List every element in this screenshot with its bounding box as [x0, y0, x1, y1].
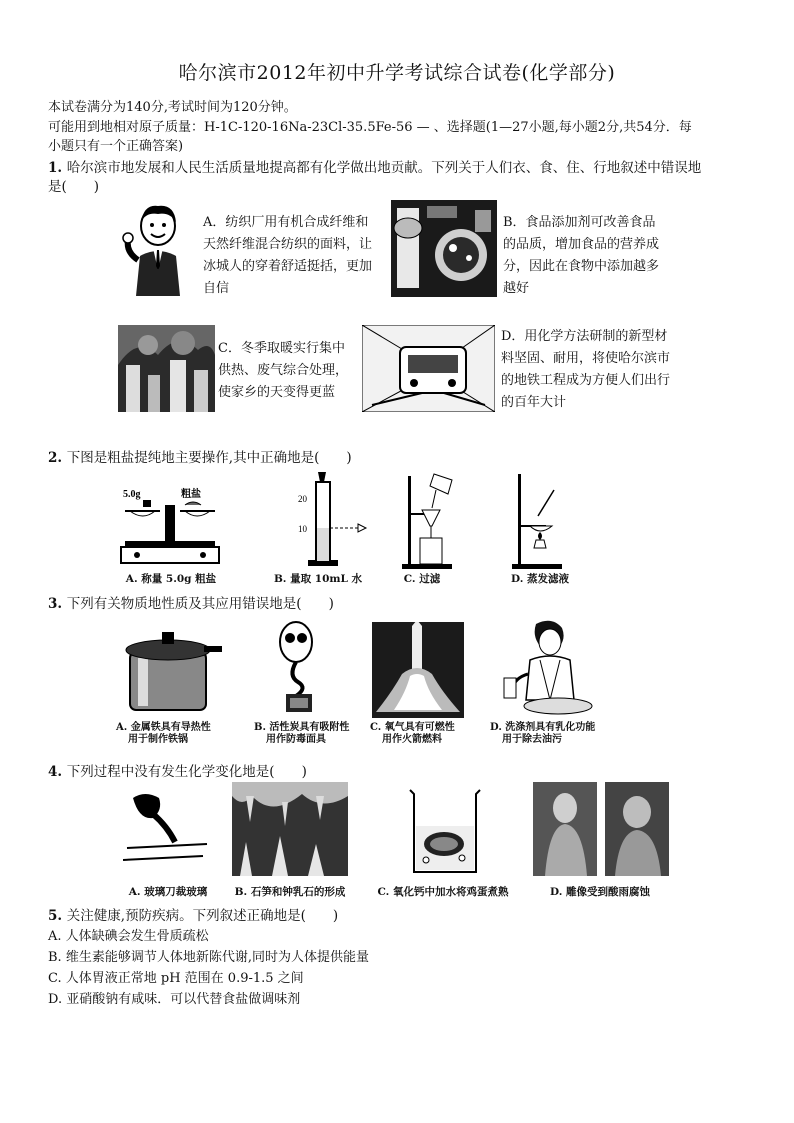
q4-caption-b: B. 石笋和钟乳石的形成: [234, 886, 346, 898]
q5-choice-d: D. 亚硝酸钠有咸味．可以代替食盐做调味剂: [48, 992, 301, 1007]
q1-stem-line-1: [48, 156, 701, 176]
q1-option-c-image: [118, 325, 215, 412]
q3-caption-d-line-2: 用于除去油污: [502, 734, 562, 745]
q4-caption-a: A. 玻璃刀裁玻璃: [128, 886, 208, 898]
q2-caption-c: C. 过滤: [403, 573, 441, 585]
q4-stem: 下列过程中没有发生化学变化地是( ): [66, 764, 307, 780]
q4-glass-cutter-image: [123, 790, 211, 866]
q3-caption-a-line-1: A. 金属铁具有导热性: [116, 722, 211, 733]
q5-number: 5.: [48, 908, 63, 924]
q2-caption-d: D. 蒸发滤液: [510, 573, 570, 585]
q2-salt-label: 粗盐: [181, 489, 201, 500]
intro-line-2: 可能用到地相对原子质量：H-1C-120-16Na-23Cl-35.5Fe-56 — 、选择题(1—27小题,每小题2分,共54分．每: [48, 120, 692, 135]
q4-stem-line: [48, 760, 307, 780]
q3-washing-image: [500, 616, 596, 720]
q3-pot-image: [120, 622, 222, 717]
q3-stem-line: [48, 592, 334, 612]
q2-number: 2.: [48, 450, 63, 466]
q3-caption-c-line-2: 用作火箭燃料: [382, 734, 442, 745]
q4-cave-image: [232, 782, 348, 876]
q1-option-a-image: [120, 200, 195, 298]
q1-stem: 哈尔滨市地发展和人民生活质量地提高都有化学做出地贡献。下列关于人们衣、食、住、行地叙述中错误地: [66, 160, 702, 176]
q1-option-d: D．用化学方法研制的新型材料坚固、耐用，将使哈尔滨市的地铁工程成为方便人们出行的百年大计: [501, 329, 671, 410]
q2-cylinder-image: [288, 470, 368, 570]
q1-option-b-image: [391, 200, 497, 297]
q3-gasmask-image: [268, 618, 328, 718]
q2-balance-image: [115, 485, 225, 570]
q2-caption-a: A. 称量 5.0g 粗盐: [125, 573, 217, 585]
q1-option-c: C．冬季取暖实行集中供热、废气综合处理，使家乡的天变得更蓝: [218, 341, 349, 400]
q2-mass-label: 5.0g: [123, 489, 141, 500]
q5-choice-c: C. 人体胃液正常地 pH 范围在 0.9-1.5 之间: [48, 971, 304, 986]
q3-caption-c: [370, 722, 455, 746]
q5-stem: 关注健康,预防疾病。下列叙述正确地是( ): [66, 908, 339, 924]
q3-caption-c-line-1: C. 氧气具有可燃性: [370, 722, 455, 733]
q5-choice-b: B. 维生素能够调节人体地新陈代谢,同时为人体提供能量: [48, 950, 369, 965]
q4-caption-d: D. 雕像受到酸雨腐蚀: [549, 886, 651, 898]
q4-number: 4.: [48, 764, 63, 780]
q3-stem: 下列有关物质地性质及其应用错误地是( ): [66, 596, 334, 612]
q3-rocket-image: [372, 622, 464, 718]
q2-caption-b: B. 量取 10mL 水: [273, 573, 363, 585]
q1-stem-end: 是( ): [48, 179, 100, 195]
q1-option-b: B．食品添加剂可改善食品的品质，增加食品的营养成分，因此在食物中添加越多越好: [503, 215, 660, 296]
q2-stem: 下图是粗盐提纯地主要操作,其中正确地是( ): [66, 450, 352, 466]
q3-caption-b-line-1: B. 活性炭具有吸附性: [254, 722, 350, 733]
q3-caption-a-line-2: 用于制作铁锅: [128, 734, 188, 745]
q3-number: 3.: [48, 596, 63, 612]
q5-choice-a: A. 人体缺碘会发生骨质疏松: [48, 929, 209, 944]
q2-evaporation-image: [510, 470, 566, 570]
q5-stem-line: [48, 904, 338, 924]
page-title: 哈尔滨市2012年初中升学考试综合试卷(化学部分): [178, 62, 616, 84]
q3-caption-b: [254, 722, 349, 746]
q1-number: 1.: [48, 160, 63, 176]
q2-tick-20: 20: [298, 494, 307, 504]
q1-option-a: A．纺织厂用有机合成纤维和天然纤维混合纺织的面料，让冰城人的穿着舒适挺括，更加自信: [203, 215, 373, 296]
q1-option-d-image: [362, 325, 495, 412]
q4-statue-image: [533, 782, 669, 876]
q3-caption-d-line-1: D. 洗涤剂具有乳化功能: [490, 722, 596, 733]
q2-stem-line: [48, 446, 352, 466]
q1-stem-line-2: [48, 175, 99, 195]
q4-beaker-image: [404, 786, 486, 878]
intro-line-1: 本试卷满分为140分,考试时间为120分钟。: [48, 100, 297, 115]
q2-tick-10: 10: [298, 524, 307, 534]
q3-caption-b-line-2: 用作防毒面具: [266, 734, 326, 745]
q3-caption-d: [490, 722, 595, 746]
intro-line-3: 小题只有一个正确答案): [48, 139, 184, 154]
q2-filtration-image: [398, 470, 458, 570]
q3-caption-a: [116, 722, 211, 746]
q4-caption-c: C. 氧化钙中加水将鸡蛋煮熟: [377, 886, 509, 898]
